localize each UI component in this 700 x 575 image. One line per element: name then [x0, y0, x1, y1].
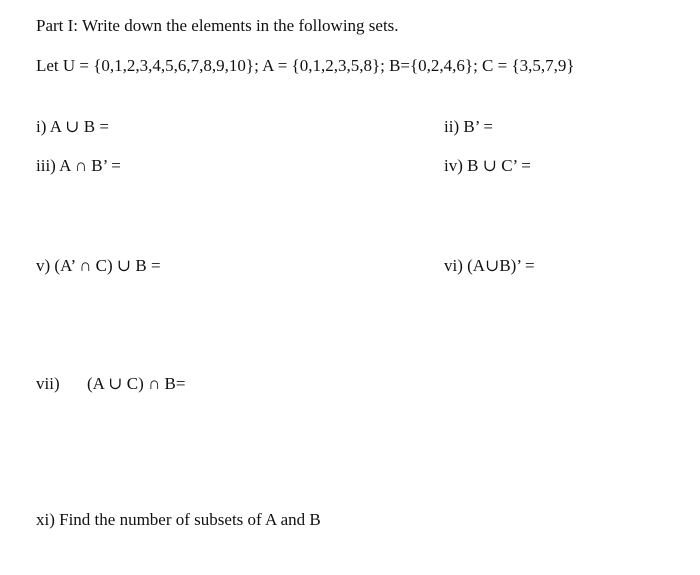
worksheet-heading: Part I: Write down the elements in the following sets. — [36, 16, 399, 35]
question-vi: vi) (A∪B)’ = — [444, 256, 535, 275]
question-iv: iv) B ∪ C’ = — [444, 156, 531, 175]
question-ii: ii) B’ = — [444, 117, 493, 136]
given-sets-statement: Let U = {0,1,2,3,4,5,6,7,8,9,10}; A = {0,1,2,3,5,8}; B={0,2,4,6}; C = {3,5,7,9} — [36, 56, 575, 75]
question-iii: iii) A ∩ B’ = — [36, 156, 121, 175]
question-vii-expression: (A ∪ C) ∩ B= — [87, 374, 186, 393]
question-v: v) (A’ ∩ C) ∪ B = — [36, 256, 161, 275]
question-vii-number: vii) — [36, 374, 60, 393]
question-xi: xi) Find the number of subsets of A and B — [36, 510, 321, 529]
question-i: i) A ∪ B = — [36, 117, 109, 136]
